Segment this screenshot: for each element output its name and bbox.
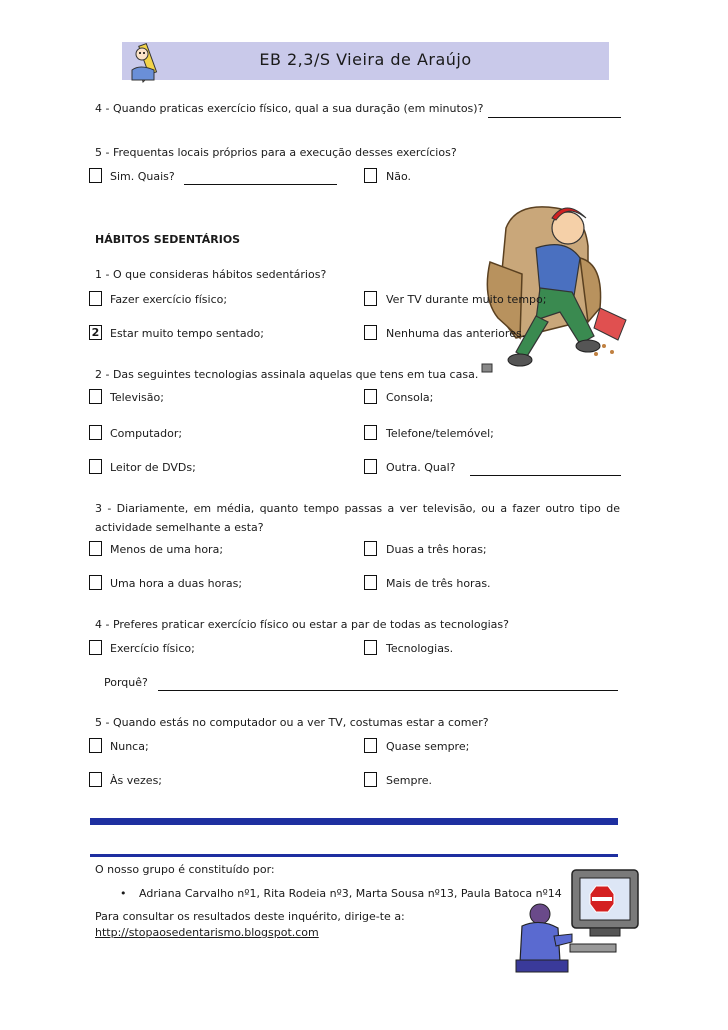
option-s2-computer: Computador; [110, 427, 183, 440]
option-s3-one-two: Uma hora a duas horas; [110, 577, 243, 590]
checkbox-s2-console[interactable] [364, 389, 377, 404]
person-at-tv-illustration [510, 866, 642, 974]
option-s5-sometimes: Às vezes; [110, 774, 163, 787]
option-s1-sitting: Estar muito tempo sentado; [110, 327, 264, 340]
option-s5-always: Sempre. [386, 774, 432, 787]
checkbox-mark: 2 [91, 326, 100, 339]
checkbox-s1-exercise[interactable] [89, 291, 102, 306]
option-s5-almost-always: Quase sempre; [386, 740, 470, 753]
checkbox-s3-two-three[interactable] [364, 541, 377, 556]
checkbox-s5-sometimes[interactable] [89, 772, 102, 787]
pencil-mascot-icon [124, 40, 170, 84]
checkbox-places-yes[interactable] [89, 168, 102, 183]
s2-other-line[interactable] [470, 475, 621, 476]
checkbox-s5-always[interactable] [364, 772, 377, 787]
question-sedentary-habits: 1 - O que consideras hábitos sedentários? [95, 268, 327, 281]
question-duration: 4 - Quando praticas exercício físico, qual a sua duração (em minutos)? [95, 102, 484, 115]
checkbox-s5-almost-always[interactable] [364, 738, 377, 753]
group-intro: O nosso grupo é constituído por: [95, 863, 275, 876]
couch-potato-illustration [476, 188, 636, 384]
header-banner [122, 42, 609, 80]
bullet-icon: • [120, 887, 127, 900]
checkbox-places-no[interactable] [364, 168, 377, 183]
option-s2-console: Consola; [386, 391, 434, 404]
option-s5-never: Nunca; [110, 740, 149, 753]
option-s1-none: Nenhuma das anteriores. [386, 327, 526, 340]
checkbox-s4-tech[interactable] [364, 640, 377, 655]
option-s3-more-three: Mais de três horas. [386, 577, 491, 590]
divider-bar-thin [90, 854, 618, 857]
page-title: EB 2,3/S Vieira de Araújo [259, 50, 472, 69]
section-title: HÁBITOS SEDENTÁRIOS [95, 233, 241, 246]
option-places-no: Não. [386, 170, 412, 183]
option-places-yes: Sim. Quais? [110, 170, 175, 183]
checkbox-s2-tv[interactable] [89, 389, 102, 404]
checkbox-s2-other[interactable] [364, 459, 377, 474]
checkbox-s3-less-hour[interactable] [89, 541, 102, 556]
option-s2-other: Outra. Qual? [386, 461, 456, 474]
checkbox-s4-exercise[interactable] [89, 640, 102, 655]
option-s4-tech: Tecnologias. [386, 642, 454, 655]
checkbox-s1-sitting[interactable] [89, 325, 102, 340]
checkbox-s1-tv[interactable] [364, 291, 377, 306]
question-tv-time: 3 - Diariamente, em média, quanto tempo passas a ver televisão, ou a fazer outro tipo de actividade semelhante a esta? [95, 502, 620, 534]
option-s2-phone: Telefone/telemóvel; [386, 427, 494, 440]
checkbox-s2-dvd[interactable] [89, 459, 102, 474]
why-label: Porquê? [104, 676, 148, 689]
option-s4-exercise: Exercício físico; [110, 642, 195, 655]
consult-text: Para consultar os resultados deste inquérito, dirige-te a: [95, 910, 405, 923]
checkbox-s1-none[interactable] [364, 325, 377, 340]
blog-link[interactable]: http://stopaosedentarismo.blogspot.com [95, 926, 319, 939]
divider-bar [90, 818, 618, 825]
option-s2-dvd: Leitor de DVDs; [110, 461, 196, 474]
option-s1-tv: Ver TV durante muito tempo; [386, 293, 547, 306]
option-s2-tv: Televisão; [110, 391, 164, 404]
option-s3-two-three: Duas a três horas; [386, 543, 487, 556]
places-which-line[interactable] [184, 184, 337, 185]
checkbox-s2-phone[interactable] [364, 425, 377, 440]
group-members: Adriana Carvalho nº1, Rita Rodeia nº3, Marta Sousa nº13, Paula Batoca nº14 [139, 887, 562, 900]
checkbox-s2-computer[interactable] [89, 425, 102, 440]
checkbox-s5-never[interactable] [89, 738, 102, 753]
checkbox-s3-one-two[interactable] [89, 575, 102, 590]
option-s1-exercise: Fazer exercício físico; [110, 293, 228, 306]
why-answer-line[interactable] [158, 690, 618, 691]
question-technologies: 2 - Das seguintes tecnologias assinala aquelas que tens em tua casa. [95, 368, 479, 381]
question-places: 5 - Frequentas locais próprios para a execução desses exercícios? [95, 146, 457, 159]
checkbox-s3-more-three[interactable] [364, 575, 377, 590]
duration-answer-line[interactable] [488, 117, 621, 118]
option-s3-less-hour: Menos de uma hora; [110, 543, 224, 556]
question-eating: 5 - Quando estás no computador ou a ver TV, costumas estar a comer? [95, 716, 489, 729]
question-preference: 4 - Preferes praticar exercício físico ou estar a par de todas as tecnologias? [95, 618, 509, 631]
